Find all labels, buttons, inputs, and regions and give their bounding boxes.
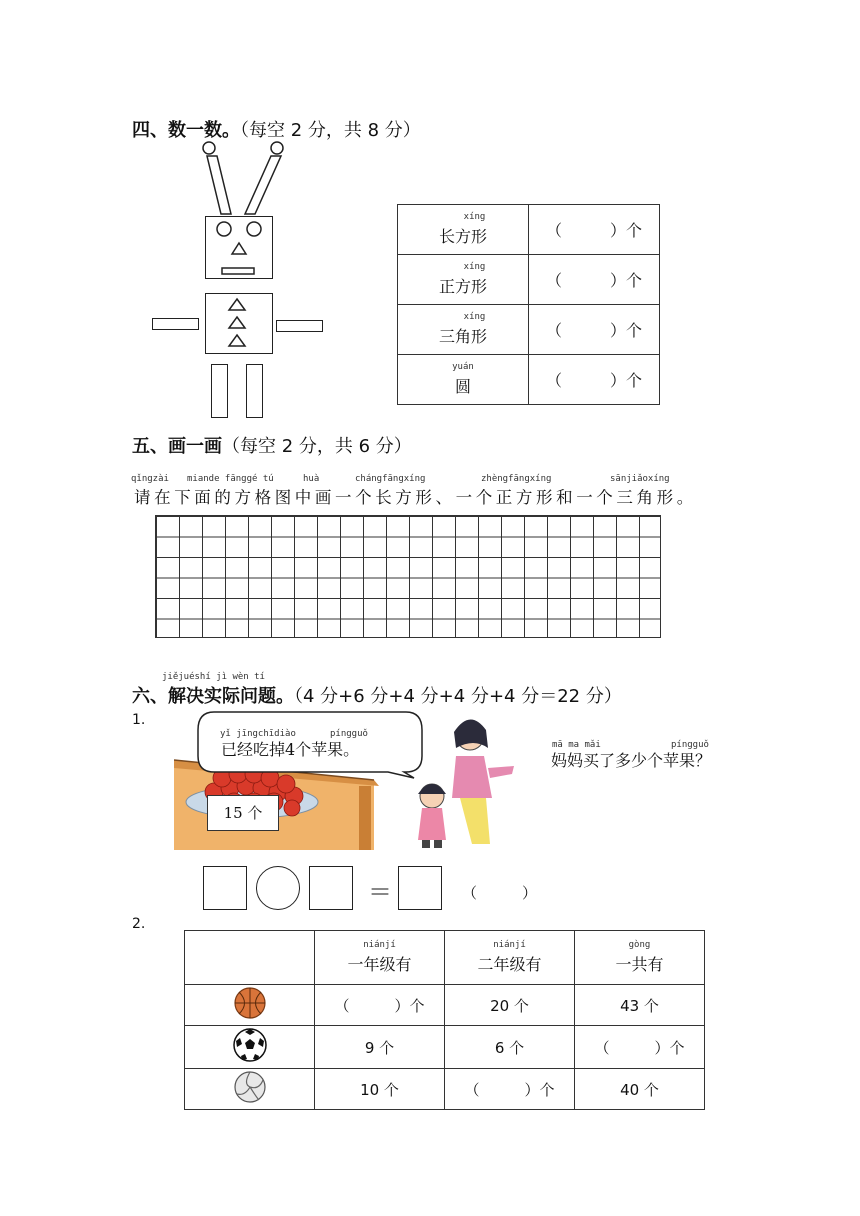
equation-operator-circle[interactable] (256, 866, 300, 910)
section-5-heading (132, 432, 412, 458)
header-cell-total (575, 931, 705, 985)
section-5-title: 五、画一画 (132, 436, 222, 457)
header-cell-grade-1 (315, 931, 445, 985)
shape-name-cell (398, 205, 529, 255)
answer-cell[interactable] (529, 205, 660, 255)
table-cell[interactable] (575, 1026, 705, 1069)
table-cell[interactable] (315, 985, 445, 1026)
table-header-row (185, 931, 705, 985)
robot-face (205, 216, 273, 279)
instruction-pinyin: qǐngzài (131, 474, 169, 484)
ball-icon-cell (185, 985, 315, 1026)
header-label: 二年级有 (477, 955, 542, 974)
section-6-score-note: （4 分+6 分+4 分+4 分+4 分＝22 分） (294, 686, 622, 707)
table-cell (575, 985, 705, 1026)
answer-blank[interactable]: （ ）个 (545, 371, 642, 390)
answer-cell[interactable] (529, 355, 660, 405)
shape-pinyin: xíng (463, 212, 486, 222)
table-cell (315, 1069, 445, 1110)
shape-label: 正方形 (438, 277, 487, 296)
header-pinyin: niánjí (363, 940, 396, 950)
header-pinyin: niánjí (493, 940, 526, 950)
cell-value: 6 个 (494, 1038, 525, 1057)
equals-sign: ＝ (368, 878, 392, 906)
answer-cell[interactable] (529, 305, 660, 355)
bubble-pinyin: yǐ jīngchīdiào (220, 729, 296, 739)
header-cell-grade-2 (445, 931, 575, 985)
bubble-pinyin: píngguǒ (330, 729, 368, 739)
section-6-title: 六、解决实际问题。 (132, 686, 294, 707)
table-row (398, 205, 660, 255)
robot-antennas (195, 138, 295, 218)
answer-unit-blank[interactable]: （ ） (462, 884, 538, 902)
shape-name-cell (398, 305, 529, 355)
cell-value: 10 个 (360, 1080, 399, 1099)
table-cell (445, 985, 575, 1026)
table-cell[interactable] (445, 1069, 575, 1110)
ball-icon-cell (185, 1026, 315, 1069)
cell-value: 43 个 (620, 996, 659, 1015)
robot-right-arm (276, 320, 323, 332)
instruction-pinyin: miande fānggé tú (187, 474, 274, 484)
equation-number-box[interactable] (203, 866, 247, 910)
cell-value: 9 个 (364, 1038, 395, 1057)
robot-left-arm (152, 318, 199, 330)
question-1-number: 1. (132, 712, 146, 728)
cell-value: 40 个 (620, 1080, 659, 1099)
cell-value[interactable]: （ ）个 (334, 996, 425, 1015)
ball-count-table (184, 930, 705, 1110)
shape-count-table (397, 204, 660, 405)
section-5-score-note: （每空 2 分，共 6 分） (222, 436, 412, 457)
shape-label: 三角形 (438, 327, 487, 346)
apple-count-label: 15 个 (207, 795, 279, 831)
answer-blank[interactable]: （ ）个 (545, 271, 642, 290)
header-pinyin: gòng (628, 940, 651, 950)
instruction-pinyin: zhèngfāngxíng (481, 474, 552, 484)
drawing-grid[interactable] (155, 515, 661, 638)
answer-blank[interactable]: （ ）个 (545, 321, 642, 340)
instruction-pinyin: chángfāngxíng (355, 474, 426, 484)
answer-cell[interactable] (529, 255, 660, 305)
robot-right-leg (246, 364, 263, 418)
table-cell (315, 1026, 445, 1069)
speech-bubble-text: 已经吃掉4个苹果。 (221, 740, 360, 759)
basketball-icon (233, 986, 267, 1020)
robot-body-triangles (205, 293, 273, 354)
equation-result-box[interactable] (398, 866, 442, 910)
header-empty-cell (185, 931, 315, 985)
shape-pinyin: yuán (452, 362, 474, 372)
answer-blank[interactable]: （ ）个 (545, 221, 642, 240)
shape-name-cell (398, 255, 529, 305)
table-cell (445, 1026, 575, 1069)
header-label: 一年级有 (347, 955, 412, 974)
cell-value: 20 个 (490, 996, 529, 1015)
question-pinyin: píngguǒ (671, 740, 709, 750)
shape-name-cell (398, 355, 529, 405)
table-row (398, 355, 660, 405)
shape-pinyin: xíng (463, 312, 486, 322)
section-4-title: 四、数一数。 (132, 120, 240, 141)
cell-value[interactable]: （ ）个 (464, 1080, 555, 1099)
cell-value[interactable]: （ ）个 (594, 1038, 685, 1057)
instruction-pinyin: sānjiǎoxíng (610, 474, 670, 484)
shape-label: 圆 (454, 377, 471, 396)
instruction-text: 请在下面的方格图中画一个长方形、一个正方形和一个三角形。 (134, 488, 697, 507)
soccer-ball-icon (232, 1027, 268, 1063)
question-2-number: 2. (132, 916, 146, 932)
question-pinyin: mā ma mǎi (552, 740, 601, 750)
table-row (185, 985, 705, 1026)
ball-icon-cell (185, 1069, 315, 1110)
table-row (185, 1026, 705, 1069)
shape-pinyin: xíng (463, 262, 486, 272)
section-6-pinyin: jiějuéshí jì wèn tí (162, 672, 265, 682)
table-row (398, 255, 660, 305)
section-6-heading (132, 682, 622, 708)
table-row (185, 1069, 705, 1110)
table-cell (575, 1069, 705, 1110)
section-4-score-note: （每空 2 分，共 8 分） (240, 120, 421, 141)
question-1-text: 妈妈买了多少个苹果？ (551, 751, 712, 770)
instruction-pinyin: huà (303, 474, 320, 484)
shape-label: 长方形 (438, 227, 487, 246)
volleyball-icon (233, 1070, 267, 1104)
robot-left-leg (211, 364, 228, 418)
header-label: 一共有 (615, 955, 664, 974)
equation-number-box[interactable] (309, 866, 353, 910)
table-row (398, 305, 660, 355)
